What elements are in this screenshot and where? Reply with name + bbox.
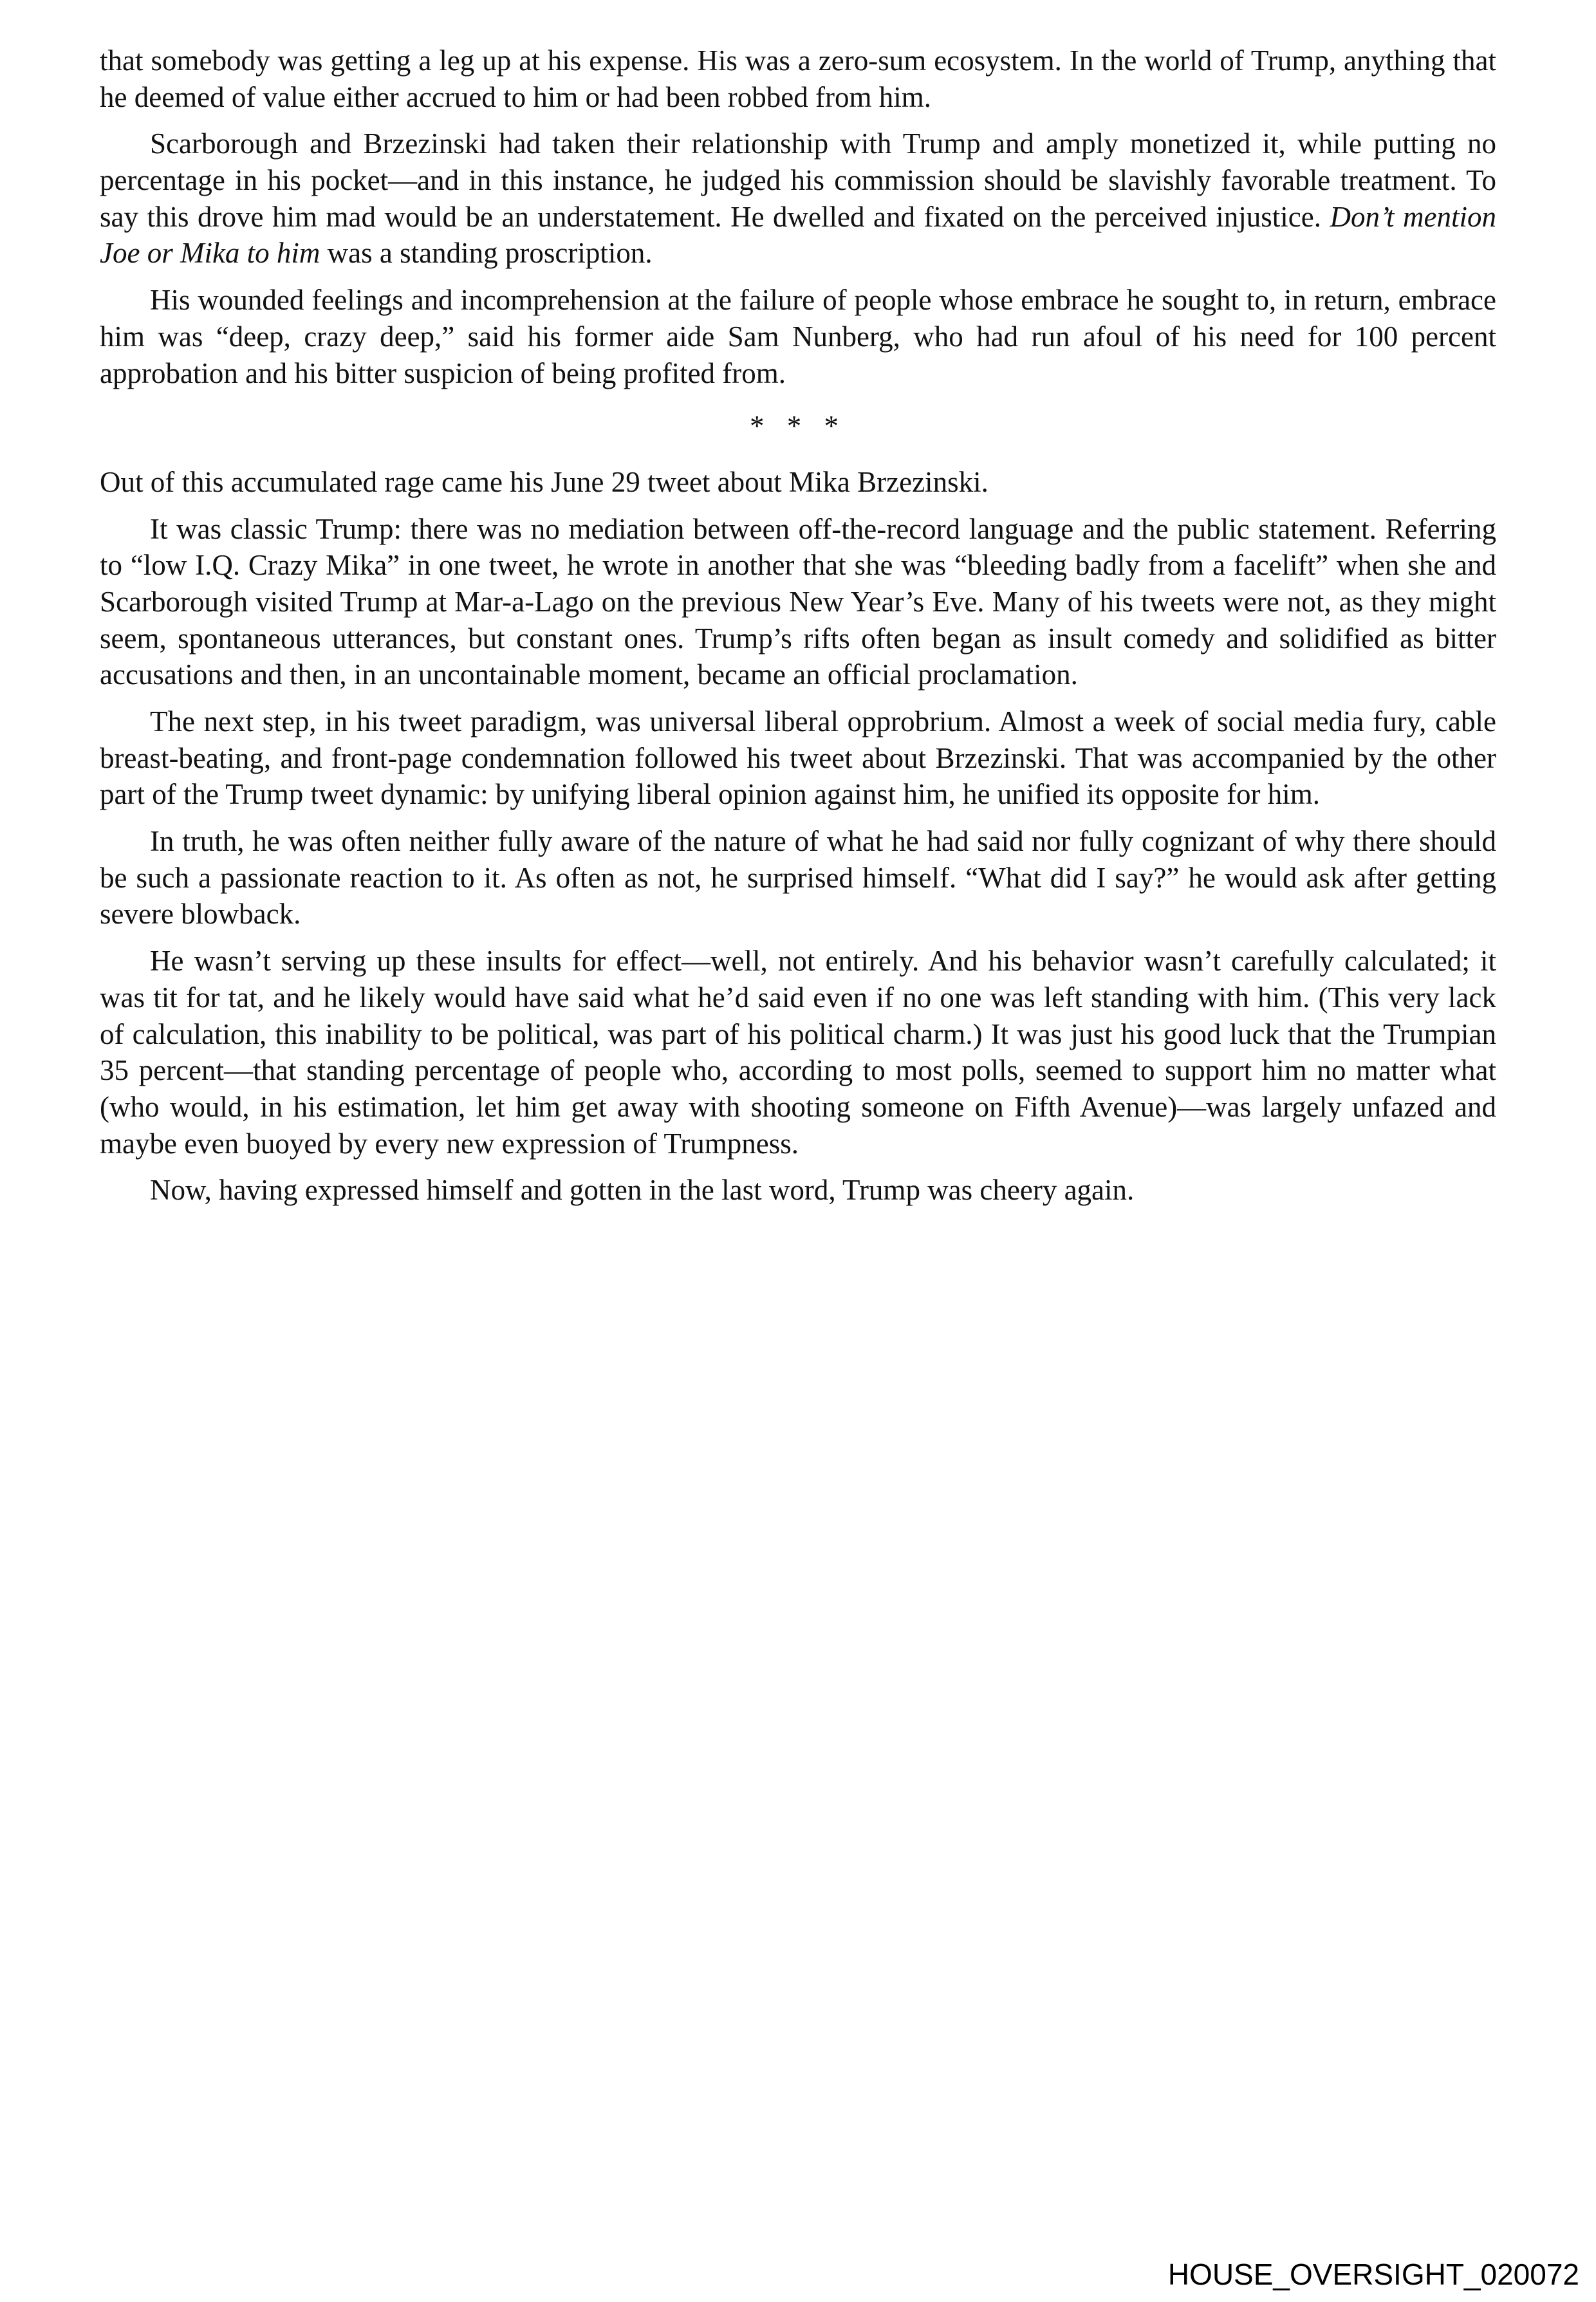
paragraph	[100, 464, 1496, 501]
paragraph	[100, 42, 1496, 115]
paragraph	[100, 1172, 1496, 1209]
text-run: Scarborough and Brzezinski had taken their relationship with Trump and amply monetized it, while putting no percentage in his pocket—and in this instance, he judged his commission should be slavishly favorable treatment. To say this drove him mad would be an understatement. He dwelled and fixated on the perceived injustice.	[100, 127, 1496, 233]
paragraph	[100, 125, 1496, 272]
italic-text: Don’t mention Joe or Mika to him	[100, 200, 1496, 270]
text-run: His wounded feelings and incomprehension at the failure of people whose embrace he sought to, in return, embrace him was “deep, crazy deep,” said his former aide Sam Nunberg, who had run afoul of his need for 100 percent approbation and his bitter suspicion of being profited from.	[100, 284, 1496, 389]
document-body	[100, 42, 1496, 1219]
text-run: He wasn’t serving up these insults for effect—well, not entirely. And his behavior wasn’t carefully calculated; it was tit for tat, and he likely would have said what he’d said even if no one was left standing with him. (This very lack of calculation, this inability to be political, was part of his political charm.) It was just his good luck that the Trumpian 35 percent—that standing percentage of people who, according to most polls, seemed to support him no matter what (who would, in his estimation, let him get away with shooting someone on Fifth Avenue)—was largely unfazed and maybe even buoyed by every new expression of Trumpness.	[100, 945, 1496, 1160]
text-run: The next step, in his tweet paradigm, was universal liberal opprobrium. Almost a week of social media fury, cable breast-beating, and front-page condemnation followed his tweet about Brzezinski. That was accompanied by the other part of the Trump tweet dynamic: by unifying liberal opinion against him, he unified its opposite for him.	[100, 705, 1496, 811]
paragraph	[100, 511, 1496, 693]
text-run: Now, having expressed himself and gotten in the last word, Trump was cheery again.	[150, 1174, 1135, 1207]
paragraph	[100, 823, 1496, 933]
bates-stamp: HOUSE_OVERSIGHT_020072	[1167, 2258, 1579, 2291]
text-run: Out of this accumulated rage came his June 29 tweet about Mika Brzezinski.	[100, 465, 988, 498]
text-run: was a standing proscription.	[320, 237, 653, 270]
paragraph	[100, 943, 1496, 1162]
paragraph	[100, 282, 1496, 391]
text-run: that somebody was getting a leg up at his expense. His was a zero-sum ecosystem. In the world of Trump, anything that he deemed of value either accrued to him or had been robbed from him.	[100, 44, 1496, 113]
section-break: * * *	[750, 410, 846, 443]
paragraph	[100, 703, 1496, 813]
text-run: It was classic Trump: there was no mediation between off-the-record language and the public statement. Referring to “low I.Q. Crazy Mika” in one tweet, he wrote in another that she was “bleeding badly from a facelift” when she and Scarborough visited Trump at Mar-a-Lago on the previous New Year’s Eve. Many of his tweets were not, as they might seem, spontaneous utterances, but constant ones. Trump’s rifts often began as insult comedy and solidified as bitter accusations and then, in an uncontainable moment, became an official proclamation.	[100, 512, 1496, 691]
text-run: In truth, he was often neither fully aware of the nature of what he had said nor fully cognizant of why there should be such a passionate reaction to it. As often as not, he surprised himself. “What did I say?” he would ask after getting severe blowback.	[100, 825, 1496, 931]
